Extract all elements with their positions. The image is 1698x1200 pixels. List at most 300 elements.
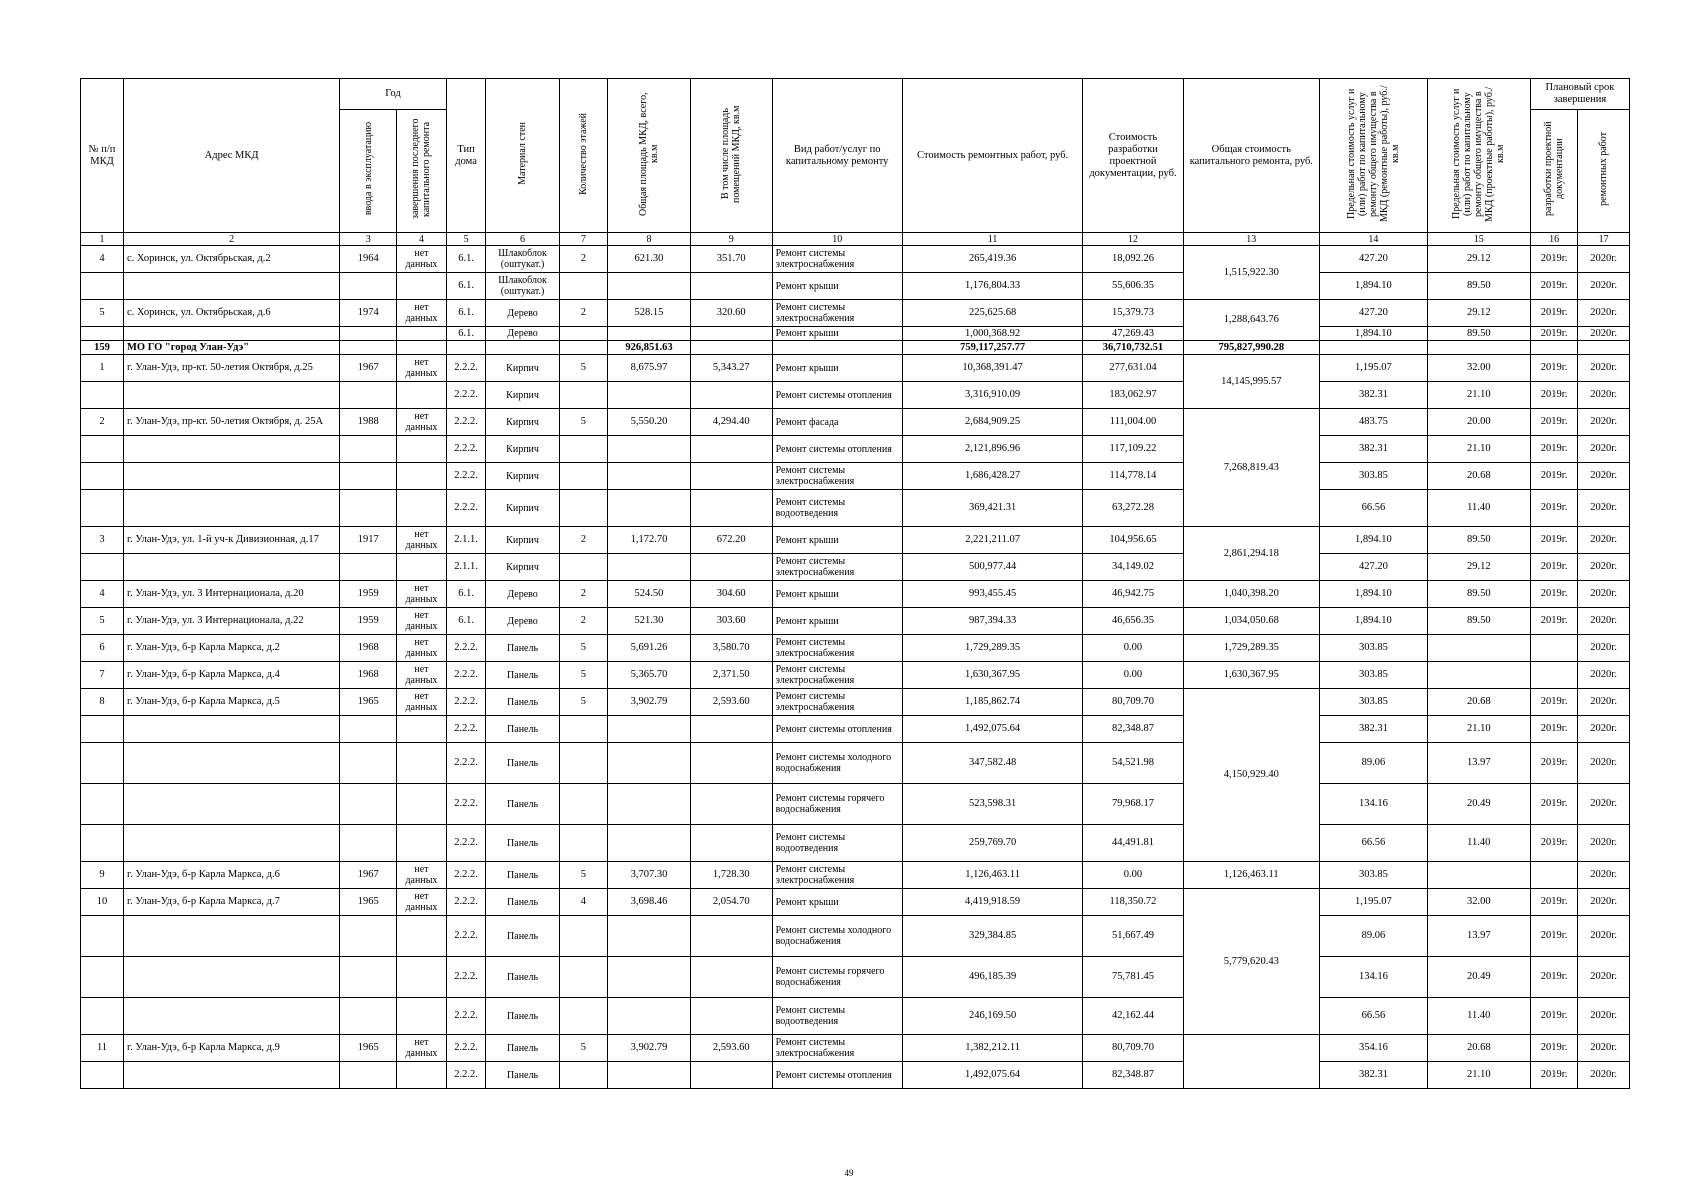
limit-repair-cell: 1,195.07 (1320, 355, 1428, 382)
repair-cost-cell: 246,169.50 (902, 998, 1083, 1035)
work-type-cell: Ремонт системы водоотведения (772, 490, 902, 527)
work-type-cell: Ремонт крыши (772, 608, 902, 635)
repair-deadline-cell: 2020г. (1578, 300, 1630, 327)
floors-cell (559, 716, 607, 743)
design-deadline-cell: 2019г. (1530, 1035, 1577, 1062)
wall-material-cell: Панель (486, 662, 559, 689)
total-area-cell (608, 463, 691, 490)
work-type-cell: Ремонт системы электроснабжения (772, 662, 902, 689)
row-number-cell: 3 (81, 527, 124, 554)
row-number-cell: 9 (81, 862, 124, 889)
work-type-cell: Ремонт системы электроснабжения (772, 1035, 902, 1062)
design-deadline-cell: 2019г. (1530, 327, 1577, 341)
commission-year-cell (340, 327, 397, 341)
column-number: 2 (124, 233, 340, 246)
floors-cell: 5 (559, 409, 607, 436)
house-type-cell: 6.1. (446, 608, 486, 635)
limit-repair-cell: 1,894.10 (1320, 527, 1428, 554)
col-header-num: № п/п МКД (81, 79, 124, 233)
wall-material-cell: Кирпич (486, 490, 559, 527)
repair-deadline-cell: 2020г. (1578, 355, 1630, 382)
total-area-cell: 3,707.30 (608, 862, 691, 889)
repair-cost-cell: 2,121,896.96 (902, 436, 1083, 463)
design-deadline-cell: 2019г. (1530, 825, 1577, 862)
total-area-cell (608, 273, 691, 300)
last-repair-year-cell: нет данных (397, 527, 446, 554)
commission-year-cell (340, 382, 397, 409)
total-cost-cell: 1,126,463.11 (1183, 862, 1320, 889)
design-cost-cell: 79,968.17 (1083, 784, 1183, 825)
design-deadline-cell: 2019г. (1530, 608, 1577, 635)
limit-repair-cell (1320, 341, 1428, 355)
design-cost-cell: 183,062.97 (1083, 382, 1183, 409)
premises-area-cell: 304.60 (690, 581, 772, 608)
floors-cell (559, 273, 607, 300)
total-cost-cell: 1,630,367.95 (1183, 662, 1320, 689)
column-number: 7 (559, 233, 607, 246)
address-cell: г. Улан-Удэ, б-р Карла Маркса, д.7 (124, 889, 340, 916)
premises-area-label: В том числе площадь помещений МКД, кв.м (720, 104, 743, 203)
floors-cell: 5 (559, 635, 607, 662)
table-row (81, 998, 1630, 1035)
limit-design-cell: 32.00 (1427, 355, 1530, 382)
premises-area-cell: 3,580.70 (690, 635, 772, 662)
commission-year-cell: 1959 (340, 608, 397, 635)
premises-area-cell (690, 436, 772, 463)
last-repair-year-cell (397, 716, 446, 743)
row-number-cell: 4 (81, 246, 124, 273)
last-repair-year-label: завершения последнего капитального ремонта (410, 118, 433, 220)
address-cell: с. Хоринск, ул. Октябрьская, д.6 (124, 300, 340, 327)
design-deadline-cell: 2019г. (1530, 463, 1577, 490)
total-cost-cell: 7,268,819.43 (1183, 409, 1320, 527)
premises-area-cell (690, 916, 772, 957)
house-type-cell: 2.2.2. (446, 957, 486, 998)
col-header-address: Адрес МКД (124, 79, 340, 233)
column-number: 12 (1083, 233, 1183, 246)
commission-year-cell: 1965 (340, 1035, 397, 1062)
limit-repair-cell: 134.16 (1320, 957, 1428, 998)
last-repair-year-cell: нет данных (397, 246, 446, 273)
design-deadline-cell: 2019г. (1530, 689, 1577, 716)
wall-material-cell: Дерево (486, 608, 559, 635)
work-type-cell (772, 341, 902, 355)
commission-year-cell: 1965 (340, 889, 397, 916)
limit-design-cell: 32.00 (1427, 889, 1530, 916)
commission-year-cell (340, 273, 397, 300)
limit-repair-cell: 382.31 (1320, 382, 1428, 409)
floors-cell (559, 784, 607, 825)
commission-year-cell (340, 716, 397, 743)
commission-year-cell (340, 825, 397, 862)
design-deadline-cell: 2019г. (1530, 916, 1577, 957)
design-deadline-label: разработки проектной документации (1543, 121, 1566, 217)
design-deadline-cell (1530, 662, 1577, 689)
commission-year-cell (340, 554, 397, 581)
house-type-cell: 2.2.2. (446, 355, 486, 382)
page-number: 49 (844, 1168, 854, 1178)
repair-deadline-cell: 2020г. (1578, 825, 1630, 862)
limit-repair-cell: 303.85 (1320, 463, 1428, 490)
total-area-cell: 5,550.20 (608, 409, 691, 436)
design-cost-cell: 63,272.28 (1083, 490, 1183, 527)
limit-repair-cell: 1,894.10 (1320, 608, 1428, 635)
address-cell: г. Улан-Удэ, б-р Карла Маркса, д.4 (124, 662, 340, 689)
limit-repair-cell: 89.06 (1320, 743, 1428, 784)
row-number-cell (81, 327, 124, 341)
total-cost-cell: 1,729,289.35 (1183, 635, 1320, 662)
col-header-premises-area (690, 79, 772, 233)
repair-cost-cell: 1,686,428.27 (902, 463, 1083, 490)
limit-design-label: Предельная стоимость услуг и (или) работ по капитальному ремонту общего имущества в МКД (проектные работы), руб./кв.м (1451, 85, 1507, 222)
wall-material-cell: Панель (486, 784, 559, 825)
premises-area-cell (690, 784, 772, 825)
total-area-cell (608, 382, 691, 409)
column-number: 6 (486, 233, 559, 246)
total-area-cell: 8,675.97 (608, 355, 691, 382)
design-cost-cell: 82,348.87 (1083, 1062, 1183, 1089)
repair-cost-cell: 4,419,918.59 (902, 889, 1083, 916)
design-deadline-cell: 2019г. (1530, 527, 1577, 554)
commission-year-cell: 1974 (340, 300, 397, 327)
design-cost-cell: 0.00 (1083, 635, 1183, 662)
house-type-cell: 2.2.2. (446, 743, 486, 784)
floors-cell (559, 327, 607, 341)
last-repair-year-cell (397, 490, 446, 527)
design-cost-cell: 75,781.45 (1083, 957, 1183, 998)
commission-year-cell (340, 743, 397, 784)
repair-cost-cell: 1,630,367.95 (902, 662, 1083, 689)
table-row (81, 716, 1630, 743)
house-type-cell: 2.1.1. (446, 527, 486, 554)
last-repair-year-cell: нет данных (397, 662, 446, 689)
work-type-cell: Ремонт системы электроснабжения (772, 300, 902, 327)
floors-cell (559, 916, 607, 957)
wall-material-cell: Панель (486, 889, 559, 916)
premises-area-cell (690, 490, 772, 527)
limit-design-cell: 21.10 (1427, 436, 1530, 463)
last-repair-year-cell (397, 957, 446, 998)
col-header-design-cost: Стоимость разработки проектной документации, руб. (1083, 79, 1183, 233)
capital-repair-table (80, 78, 1630, 1089)
design-deadline-cell: 2019г. (1530, 554, 1577, 581)
repair-cost-cell: 993,455.45 (902, 581, 1083, 608)
design-deadline-cell: 2019г. (1530, 273, 1577, 300)
limit-repair-cell: 303.85 (1320, 635, 1428, 662)
premises-area-cell: 5,343.27 (690, 355, 772, 382)
table-row (81, 463, 1630, 490)
row-number-cell: 1 (81, 355, 124, 382)
design-cost-cell: 51,667.49 (1083, 916, 1183, 957)
row-number-cell (81, 554, 124, 581)
premises-area-cell (690, 273, 772, 300)
premises-area-cell (690, 382, 772, 409)
address-cell: г. Улан-Удэ, б-р Карла Маркса, д.6 (124, 862, 340, 889)
total-area-cell: 524.50 (608, 581, 691, 608)
address-cell (124, 825, 340, 862)
table-row (81, 527, 1630, 554)
wall-material-cell: Дерево (486, 581, 559, 608)
floors-cell (559, 341, 607, 355)
last-repair-year-cell (397, 327, 446, 341)
house-type-cell: 2.1.1. (446, 554, 486, 581)
repair-cost-cell: 1,492,075.64 (902, 716, 1083, 743)
design-cost-cell: 44,491.81 (1083, 825, 1183, 862)
commission-year-cell (340, 998, 397, 1035)
limit-design-cell: 11.40 (1427, 825, 1530, 862)
design-deadline-cell: 2019г. (1530, 743, 1577, 784)
total-area-cell (608, 957, 691, 998)
repair-cost-cell: 347,582.48 (902, 743, 1083, 784)
last-repair-year-cell: нет данных (397, 1035, 446, 1062)
column-number: 16 (1530, 233, 1577, 246)
total-area-cell (608, 554, 691, 581)
wall-material-cell: Панель (486, 916, 559, 957)
house-type-cell: 2.2.2. (446, 998, 486, 1035)
wall-material-cell: Панель (486, 998, 559, 1035)
limit-repair-cell: 427.20 (1320, 554, 1428, 581)
row-number-cell (81, 273, 124, 300)
design-cost-cell: 18,092.26 (1083, 246, 1183, 273)
col-header-house-type: Тип дома (446, 79, 486, 233)
limit-repair-cell: 303.85 (1320, 689, 1428, 716)
limit-design-cell: 89.50 (1427, 273, 1530, 300)
row-number-cell (81, 957, 124, 998)
address-cell (124, 436, 340, 463)
repair-deadline-cell: 2020г. (1578, 608, 1630, 635)
table-body (81, 246, 1630, 1089)
column-number: 9 (690, 233, 772, 246)
floors-cell: 2 (559, 608, 607, 635)
repair-deadline-cell: 2020г. (1578, 463, 1630, 490)
total-area-cell: 1,172.70 (608, 527, 691, 554)
limit-design-cell: 20.00 (1427, 409, 1530, 436)
floors-cell: 5 (559, 662, 607, 689)
repair-cost-cell: 2,684,909.25 (902, 409, 1083, 436)
row-number-cell: 6 (81, 635, 124, 662)
limit-design-cell: 21.10 (1427, 382, 1530, 409)
work-type-cell: Ремонт системы горячего водоснабжения (772, 784, 902, 825)
work-type-cell: Ремонт системы электроснабжения (772, 246, 902, 273)
limit-repair-cell: 1,894.10 (1320, 327, 1428, 341)
wall-material-cell: Панель (486, 825, 559, 862)
total-area-cell: 926,851.63 (608, 341, 691, 355)
capital-repair-table-page (80, 78, 1630, 1089)
row-number-cell (81, 382, 124, 409)
column-number: 5 (446, 233, 486, 246)
table-row (81, 608, 1630, 635)
design-deadline-cell: 2019г. (1530, 300, 1577, 327)
total-cost-cell: 2,861,294.18 (1183, 527, 1320, 581)
total-area-cell: 528.15 (608, 300, 691, 327)
limit-design-cell: 20.68 (1427, 1035, 1530, 1062)
repair-deadline-cell: 2020г. (1578, 382, 1630, 409)
wall-material-cell: Панель (486, 957, 559, 998)
design-cost-cell: 55,606.35 (1083, 273, 1183, 300)
limit-repair-cell: 382.31 (1320, 1062, 1428, 1089)
table-row (81, 916, 1630, 957)
table-row (81, 1062, 1630, 1089)
limit-design-cell: 21.10 (1427, 716, 1530, 743)
table-row (81, 355, 1630, 382)
design-cost-cell: 42,162.44 (1083, 998, 1183, 1035)
wall-material-label: Материал стен (517, 122, 529, 185)
floors-cell (559, 998, 607, 1035)
design-deadline-cell: 2019г. (1530, 246, 1577, 273)
premises-area-cell (690, 554, 772, 581)
house-type-cell: 2.2.2. (446, 689, 486, 716)
floors-cell: 5 (559, 862, 607, 889)
design-cost-cell: 15,379.73 (1083, 300, 1183, 327)
design-deadline-cell: 2019г. (1530, 490, 1577, 527)
work-type-cell: Ремонт крыши (772, 527, 902, 554)
premises-area-cell: 351.70 (690, 246, 772, 273)
repair-deadline-cell: 2020г. (1578, 862, 1630, 889)
last-repair-year-cell: нет данных (397, 635, 446, 662)
wall-material-cell: Дерево (486, 327, 559, 341)
design-deadline-cell: 2019г. (1530, 355, 1577, 382)
address-cell (124, 463, 340, 490)
total-area-cell (608, 784, 691, 825)
commission-year-cell (340, 916, 397, 957)
row-number-cell: 8 (81, 689, 124, 716)
house-type-cell: 6.1. (446, 300, 486, 327)
commission-year-cell: 1967 (340, 862, 397, 889)
row-number-cell (81, 743, 124, 784)
house-type-cell: 2.2.2. (446, 490, 486, 527)
col-header-work-type: Вид работ/услуг по капитальному ремонту (772, 79, 902, 233)
repair-deadline-cell: 2020г. (1578, 662, 1630, 689)
address-cell (124, 743, 340, 784)
commission-year-cell: 1967 (340, 355, 397, 382)
commission-year-cell: 1968 (340, 662, 397, 689)
column-number: 8 (608, 233, 691, 246)
premises-area-cell (690, 957, 772, 998)
limit-design-cell: 89.50 (1427, 327, 1530, 341)
commission-year-cell: 1968 (340, 635, 397, 662)
floors-cell (559, 825, 607, 862)
total-area-cell: 3,902.79 (608, 689, 691, 716)
address-cell (124, 1062, 340, 1089)
work-type-cell: Ремонт системы горячего водоснабжения (772, 957, 902, 998)
commission-year-cell: 1965 (340, 689, 397, 716)
premises-area-cell (690, 998, 772, 1035)
table-row (81, 554, 1630, 581)
table-row (81, 246, 1630, 273)
limit-repair-cell: 427.20 (1320, 246, 1428, 273)
wall-material-cell: Панель (486, 743, 559, 784)
floors-cell: 5 (559, 1035, 607, 1062)
repair-cost-cell: 265,419.36 (902, 246, 1083, 273)
wall-material-cell: Кирпич (486, 382, 559, 409)
limit-repair-label: Предельная стоимость услуг и (или) работ по капитальному ремонту общего имущества в МКД (ремонтные работы), руб./кв.м (1345, 85, 1401, 222)
design-cost-cell: 277,631.04 (1083, 355, 1183, 382)
wall-material-cell: Кирпич (486, 527, 559, 554)
floors-cell: 5 (559, 355, 607, 382)
table-row (81, 273, 1630, 300)
design-cost-cell: 118,350.72 (1083, 889, 1183, 916)
premises-area-cell: 1,728.30 (690, 862, 772, 889)
repair-cost-cell: 523,598.31 (902, 784, 1083, 825)
total-area-cell: 5,691.26 (608, 635, 691, 662)
table-row (81, 743, 1630, 784)
repair-cost-cell: 987,394.33 (902, 608, 1083, 635)
last-repair-year-cell (397, 341, 446, 355)
repair-deadline-cell: 2020г. (1578, 1035, 1630, 1062)
repair-cost-cell: 1,185,862.74 (902, 689, 1083, 716)
column-number: 4 (397, 233, 446, 246)
col-header-repair-deadline (1578, 110, 1630, 233)
house-type-cell: 2.2.2. (446, 436, 486, 463)
house-type-cell: 2.2.2. (446, 463, 486, 490)
limit-repair-cell: 134.16 (1320, 784, 1428, 825)
floors-label: Количество этажей (577, 112, 589, 195)
row-number-cell (81, 716, 124, 743)
limit-design-cell: 20.68 (1427, 689, 1530, 716)
row-number-cell: 11 (81, 1035, 124, 1062)
total-area-cell (608, 743, 691, 784)
column-number: 14 (1320, 233, 1428, 246)
repair-deadline-cell: 2020г. (1578, 246, 1630, 273)
total-area-cell: 521.30 (608, 608, 691, 635)
table-row (81, 382, 1630, 409)
repair-deadline-cell: 2020г. (1578, 1062, 1630, 1089)
commission-year-cell (340, 436, 397, 463)
total-area-cell (608, 1062, 691, 1089)
commission-year-label: ввода в эксплуатацию (362, 122, 374, 216)
design-deadline-cell: 2019г. (1530, 889, 1577, 916)
premises-area-cell: 2,054.70 (690, 889, 772, 916)
design-deadline-cell (1530, 341, 1577, 355)
address-cell: г. Улан-Удэ, ул. 3 Интернационала, д.22 (124, 608, 340, 635)
premises-area-cell: 2,593.60 (690, 689, 772, 716)
address-cell: г. Улан-Удэ, пр-кт. 50-летия Октября, д. 25А (124, 409, 340, 436)
work-type-cell: Ремонт системы электроснабжения (772, 554, 902, 581)
limit-design-cell: 89.50 (1427, 608, 1530, 635)
col-header-repair-cost: Стоимость ремонтных работ, руб. (902, 79, 1083, 233)
repair-cost-cell: 1,729,289.35 (902, 635, 1083, 662)
house-type-cell: 2.2.2. (446, 889, 486, 916)
work-type-cell: Ремонт фасада (772, 409, 902, 436)
limit-repair-cell: 66.56 (1320, 490, 1428, 527)
address-cell (124, 382, 340, 409)
repair-cost-cell: 329,384.85 (902, 916, 1083, 957)
last-repair-year-cell: нет данных (397, 409, 446, 436)
table-header (81, 79, 1630, 246)
design-cost-cell: 111,004.00 (1083, 409, 1183, 436)
house-type-cell: 6.1. (446, 581, 486, 608)
row-number-cell: 2 (81, 409, 124, 436)
repair-cost-cell: 1,176,804.33 (902, 273, 1083, 300)
design-deadline-cell: 2019г. (1530, 382, 1577, 409)
last-repair-year-cell: нет данных (397, 689, 446, 716)
design-cost-cell: 36,710,732.51 (1083, 341, 1183, 355)
col-header-limit-design (1427, 79, 1530, 233)
design-deadline-cell: 2019г. (1530, 436, 1577, 463)
limit-design-cell: 20.68 (1427, 463, 1530, 490)
repair-deadline-cell: 2020г. (1578, 527, 1630, 554)
repair-cost-cell: 759,117,257.77 (902, 341, 1083, 355)
address-cell (124, 998, 340, 1035)
column-number: 11 (902, 233, 1083, 246)
last-repair-year-cell (397, 998, 446, 1035)
total-cost-cell (1183, 1035, 1320, 1089)
address-cell (124, 554, 340, 581)
house-type-cell: 2.2.2. (446, 716, 486, 743)
row-number-cell: 159 (81, 341, 124, 355)
address-cell (124, 716, 340, 743)
wall-material-cell: Кирпич (486, 409, 559, 436)
